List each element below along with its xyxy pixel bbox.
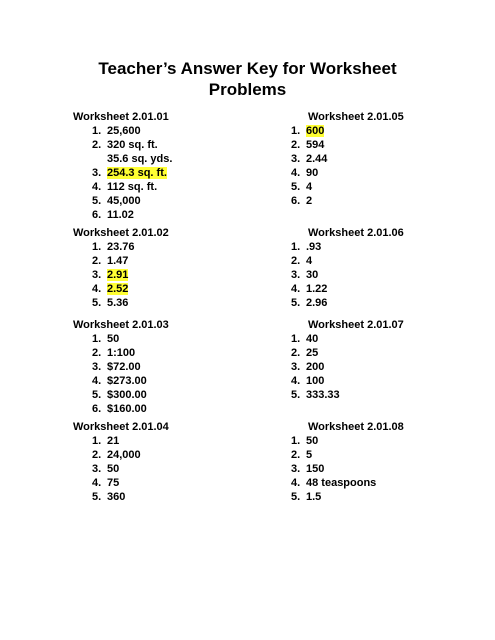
answer-value: 5: [306, 449, 313, 461]
answer-number: 1.: [92, 333, 102, 345]
answer-value: 25: [306, 347, 319, 359]
answer-number: 5.: [291, 297, 301, 309]
answer-item: [291, 462, 404, 476]
answer-number: 3.: [92, 269, 102, 281]
answer-value: 25,600: [107, 125, 141, 137]
answer-number: 3.: [291, 361, 301, 373]
answer-number: 1.: [291, 241, 301, 253]
answer-item: [291, 180, 404, 194]
answer-item: [92, 254, 169, 268]
answer-value: 11.02: [107, 209, 134, 221]
answer-value: 1.47: [107, 255, 129, 267]
answer-item: [92, 268, 169, 282]
worksheet-2-01-08: [291, 420, 404, 504]
worksheet-title: Worksheet 2.01.01: [73, 111, 169, 123]
answer-number: 1.: [92, 125, 102, 137]
page-title: [0, 58, 495, 100]
answer-item: [291, 240, 404, 254]
answer-list: [92, 332, 169, 416]
answer-item: [92, 434, 169, 448]
worksheet-2-01-06: [291, 226, 404, 310]
answer-item: [92, 360, 169, 374]
answer-value: 24,000: [107, 449, 141, 461]
answer-item: [92, 448, 169, 462]
answer-number: 6.: [291, 195, 301, 207]
answer-item: [291, 124, 404, 138]
answer-number: 2.: [291, 139, 301, 151]
answer-value: 112 sq. ft.: [107, 181, 158, 193]
answer-value: 50: [306, 435, 319, 447]
worksheet-title: Worksheet 2.01.07: [308, 319, 404, 331]
worksheet-2-01-01: [73, 110, 172, 222]
answer-item: [92, 462, 169, 476]
answer-number: 2.: [92, 347, 102, 359]
worksheet-title: Worksheet 2.01.03: [73, 319, 169, 331]
answer-number: 4.: [92, 181, 102, 193]
answer-value: $273.00: [107, 375, 147, 387]
answer-number: 1.: [92, 435, 102, 447]
answer-number: 4.: [92, 283, 102, 295]
answer-value: 200: [306, 361, 325, 373]
worksheet-2-01-02: [73, 226, 169, 310]
answer-number: 3.: [92, 361, 102, 373]
page-title-line-2: Problems: [208, 80, 287, 99]
answer-number: 5.: [92, 491, 102, 503]
answer-number: 2.: [92, 139, 102, 151]
answer-item: [291, 448, 404, 462]
answer-number: 5.: [291, 389, 301, 401]
answer-list: [92, 124, 172, 222]
answer-number: 4.: [291, 167, 301, 179]
answer-item: [92, 166, 172, 180]
answer-value: 30: [306, 269, 319, 281]
answer-item: [291, 374, 404, 388]
answer-value: 1:100: [107, 347, 136, 359]
answer-item: [291, 138, 404, 152]
answer-item: [291, 434, 404, 448]
answer-item: [291, 282, 404, 296]
answer-number: 1.: [291, 435, 301, 447]
worksheet-title: Worksheet 2.01.08: [308, 421, 404, 433]
answer-number: 1.: [291, 125, 301, 137]
answer-item: [291, 152, 404, 166]
worksheet-2-01-03: [73, 318, 169, 416]
worksheet-title: Worksheet 2.01.04: [73, 421, 169, 433]
answer-number: 6.: [92, 209, 102, 221]
answer-number: 2.: [291, 449, 301, 461]
answer-value: 150: [306, 463, 325, 475]
answer-value: 90: [306, 167, 319, 179]
answer-value: 5.36: [107, 297, 129, 309]
answer-item: [291, 388, 404, 402]
answer-item: [92, 402, 169, 416]
answer-number: 5.: [291, 181, 301, 193]
answer-number: 2.: [92, 449, 102, 461]
answer-item: [92, 194, 172, 208]
highlighted-answer: 2.91: [107, 269, 129, 281]
worksheet-2-01-04: [73, 420, 169, 504]
answer-number: 4.: [92, 477, 102, 489]
answer-value: 45,000: [107, 195, 141, 207]
answer-value: $300.00: [107, 389, 147, 401]
answer-item: [291, 332, 404, 346]
answer-item: [92, 332, 169, 346]
answer-list: [291, 434, 404, 504]
answer-number: 2.: [291, 347, 301, 359]
answer-value: 50: [107, 463, 120, 475]
answer-number: 3.: [291, 269, 301, 281]
answer-number: 4.: [92, 375, 102, 387]
answer-item: [291, 296, 404, 310]
answer-item: [92, 240, 169, 254]
answer-item: [92, 374, 169, 388]
answer-number: 4.: [291, 477, 301, 489]
answer-item: [92, 476, 169, 490]
answer-number: 5.: [291, 491, 301, 503]
answer-value: 4: [306, 255, 313, 267]
answer-number: 6.: [92, 403, 102, 415]
answer-item: [291, 476, 404, 490]
answer-item: [291, 268, 404, 282]
answer-item: [92, 346, 169, 360]
answer-value: 594: [306, 139, 325, 151]
answer-value: 4: [306, 181, 313, 193]
answer-item: [92, 282, 169, 296]
answer-item: [291, 254, 404, 268]
answer-value: 1.5: [306, 491, 322, 503]
answer-item: [291, 346, 404, 360]
answer-value: 360: [107, 491, 126, 503]
highlighted-answer: 254.3 sq. ft.: [107, 167, 167, 179]
answer-number: 5.: [92, 389, 102, 401]
answer-value: $160.00: [107, 403, 147, 415]
answer-value: 75: [107, 477, 120, 489]
answer-number: 1.: [92, 241, 102, 253]
answer-number: 4.: [291, 375, 301, 387]
answer-number: 5.: [92, 297, 102, 309]
answer-value: 50: [107, 333, 120, 345]
answer-continuation: 35.6 sq. yds.: [107, 153, 173, 165]
worksheet-2-01-07: [291, 318, 404, 402]
answer-item: [92, 208, 172, 222]
answer-value: 48 teaspoons: [306, 477, 377, 489]
answer-item: [291, 194, 404, 208]
highlighted-answer: 2.52: [107, 283, 129, 295]
worksheet-title: Worksheet 2.01.05: [308, 111, 404, 123]
answer-item: [291, 360, 404, 374]
answer-item: [291, 166, 404, 180]
answer-list: [92, 240, 169, 310]
answer-number: 4.: [291, 283, 301, 295]
answer-item: [92, 180, 172, 194]
worksheet-title: Worksheet 2.01.06: [308, 227, 404, 239]
answer-number: 3.: [92, 463, 102, 475]
worksheet-2-01-05: [291, 110, 404, 208]
answer-item: [92, 490, 169, 504]
answer-value: 2: [306, 195, 313, 207]
answer-value: 1.22: [306, 283, 328, 295]
answer-value: .93: [306, 241, 322, 253]
answer-value: 2.44: [306, 153, 328, 165]
answer-list: [92, 434, 169, 504]
answer-value: 2.96: [306, 297, 328, 309]
answer-list: [291, 240, 404, 310]
answer-number: 3.: [291, 463, 301, 475]
answer-value: 40: [306, 333, 319, 345]
answer-number: 3.: [291, 153, 301, 165]
answer-number: 2.: [92, 255, 102, 267]
answer-list: [291, 124, 404, 208]
page-title-line-1: Teacher’s Answer Key for Worksheet: [98, 59, 397, 78]
answer-item: [92, 296, 169, 310]
highlighted-answer: 600: [306, 125, 325, 137]
answer-item: [291, 490, 404, 504]
answer-list: [291, 332, 404, 402]
answer-item: [92, 388, 169, 402]
answer-item: [92, 124, 172, 138]
answer-value: 320 sq. ft.: [107, 139, 158, 151]
answer-number: 3.: [92, 167, 102, 179]
answer-number: 1.: [291, 333, 301, 345]
answer-value: 23.76: [107, 241, 135, 253]
answer-value: 100: [306, 375, 325, 387]
answer-value: $72.00: [107, 361, 141, 373]
worksheet-title: Worksheet 2.01.02: [73, 227, 169, 239]
answer-number: 2.: [291, 255, 301, 267]
answer-item: [92, 138, 172, 166]
answer-number: 5.: [92, 195, 102, 207]
answer-value: 333.33: [306, 389, 340, 401]
answer-value: 21: [107, 435, 120, 447]
